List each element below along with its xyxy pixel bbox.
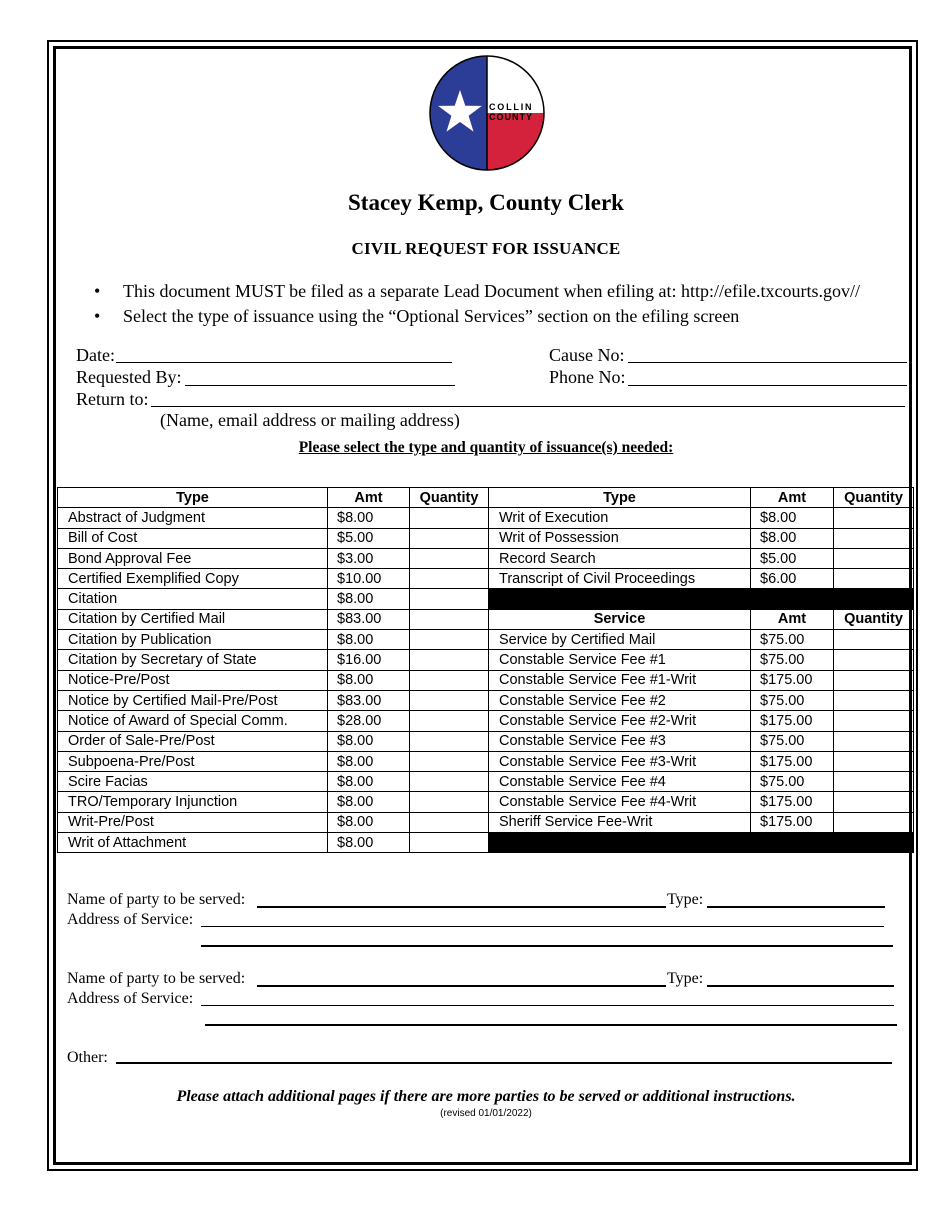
quantity-cell[interactable] xyxy=(410,548,489,568)
quantity-cell[interactable] xyxy=(834,670,914,690)
service-type: Constable Service Fee #3-Writ xyxy=(489,751,751,771)
table-row xyxy=(58,630,914,650)
fee-amt: $5.00 xyxy=(751,548,834,568)
clerk-title: Stacey Kemp, County Clerk xyxy=(348,190,624,215)
logo-text-county: COUNTY xyxy=(489,112,533,122)
fee-amt: $8.00 xyxy=(328,630,410,650)
fee-type: Notice by Certified Mail-Pre/Post xyxy=(58,690,328,710)
col-header-type: Type xyxy=(489,488,751,508)
party2-name-field[interactable] xyxy=(257,985,666,987)
cause-no-field[interactable] xyxy=(628,362,907,363)
fee-amt: $8.00 xyxy=(328,731,410,751)
service-amt: $175.00 xyxy=(751,792,834,812)
party2-address-line2[interactable] xyxy=(205,1024,897,1026)
quantity-cell[interactable] xyxy=(410,650,489,670)
logo-text-collin: COLLIN xyxy=(489,102,534,112)
return-to-hint: (Name, email address or mailing address) xyxy=(160,410,460,430)
service-type: Constable Service Fee #1-Writ xyxy=(489,670,751,690)
quantity-cell[interactable] xyxy=(410,508,489,528)
return-to-label: Return to: xyxy=(76,389,149,409)
fee-type: Bill of Cost xyxy=(58,528,328,548)
service-amt: $75.00 xyxy=(751,731,834,751)
fee-type: Bond Approval Fee xyxy=(58,548,328,568)
table-row xyxy=(58,589,914,609)
quantity-cell[interactable] xyxy=(410,792,489,812)
fee-type: Order of Sale-Pre/Post xyxy=(58,731,328,751)
table-divider-bar xyxy=(489,589,914,609)
party1-address-line2[interactable] xyxy=(201,945,893,947)
quantity-cell[interactable] xyxy=(410,833,489,853)
footer-note: Please attach additional pages if there are more parties to be served or additional instructions. xyxy=(176,1088,796,1105)
table-row xyxy=(58,569,914,589)
service-type: Constable Service Fee #4-Writ xyxy=(489,792,751,812)
service-amt: $175.00 xyxy=(751,751,834,771)
fee-amt: $8.00 xyxy=(328,792,410,812)
fee-type: Writ of Possession xyxy=(489,528,751,548)
fee-amt: $8.00 xyxy=(751,528,834,548)
date-field[interactable] xyxy=(116,362,452,363)
fee-amt: $6.00 xyxy=(751,569,834,589)
fee-type: Citation by Certified Mail xyxy=(58,609,328,629)
fee-amt: $8.00 xyxy=(751,508,834,528)
fee-amt: $8.00 xyxy=(328,508,410,528)
fee-type: Certified Exemplified Copy xyxy=(58,569,328,589)
quantity-cell[interactable] xyxy=(834,751,914,771)
party2-name-label: Name of party to be served: xyxy=(67,970,246,987)
fee-amt: $8.00 xyxy=(328,670,410,690)
quantity-cell[interactable] xyxy=(410,772,489,792)
service-type: Constable Service Fee #1 xyxy=(489,650,751,670)
table-row xyxy=(58,731,914,751)
table-row xyxy=(58,528,914,548)
fee-amt: $83.00 xyxy=(328,609,410,629)
party1-name-field[interactable] xyxy=(257,906,666,908)
table-row xyxy=(58,548,914,568)
fee-type: Notice-Pre/Post xyxy=(58,670,328,690)
quantity-cell[interactable] xyxy=(410,751,489,771)
col-header-quantity: Quantity xyxy=(834,609,914,629)
table-row xyxy=(58,508,914,528)
other-field[interactable] xyxy=(116,1062,892,1064)
fee-type: Citation xyxy=(58,589,328,609)
fee-type: Citation by Publication xyxy=(58,630,328,650)
fee-amt: $8.00 xyxy=(328,833,410,853)
table-row xyxy=(58,792,914,812)
fee-type: Citation by Secretary of State xyxy=(58,650,328,670)
service-amt: $75.00 xyxy=(751,690,834,710)
table-row xyxy=(58,650,914,670)
party2-address-field[interactable] xyxy=(201,1005,894,1006)
fee-amt: $8.00 xyxy=(328,589,410,609)
table-row xyxy=(58,812,914,832)
fee-type: Abstract of Judgment xyxy=(58,508,328,528)
quantity-cell[interactable] xyxy=(410,569,489,589)
quantity-cell[interactable] xyxy=(834,690,914,710)
service-type: Service by Certified Mail xyxy=(489,630,751,650)
quantity-cell[interactable] xyxy=(834,569,914,589)
fee-type: Transcript of Civil Proceedings xyxy=(489,569,751,589)
col-header-amt: Amt xyxy=(328,488,410,508)
quantity-cell[interactable] xyxy=(834,792,914,812)
quantity-cell[interactable] xyxy=(834,650,914,670)
fee-type: Writ-Pre/Post xyxy=(58,812,328,832)
fee-amt: $16.00 xyxy=(328,650,410,670)
service-type: Sheriff Service Fee-Writ xyxy=(489,812,751,832)
quantity-cell[interactable] xyxy=(834,812,914,832)
phone-no-label: Phone No: xyxy=(549,367,626,387)
table-row xyxy=(58,690,914,710)
fee-amt: $8.00 xyxy=(328,751,410,771)
quantity-cell[interactable] xyxy=(834,772,914,792)
quantity-cell[interactable] xyxy=(410,690,489,710)
table-row xyxy=(58,751,914,771)
col-header-service: Service xyxy=(489,609,751,629)
quantity-cell[interactable] xyxy=(834,548,914,568)
phone-no-field[interactable] xyxy=(628,385,907,386)
table-divider-bar xyxy=(489,833,914,853)
table-instruction: Please select the type and quantity of issuance(s) needed: xyxy=(298,439,674,456)
service-type: Constable Service Fee #2-Writ xyxy=(489,711,751,731)
table-row xyxy=(58,711,914,731)
quantity-cell[interactable] xyxy=(410,630,489,650)
service-amt: $175.00 xyxy=(751,711,834,731)
table-row xyxy=(58,670,914,690)
service-type: Constable Service Fee #2 xyxy=(489,690,751,710)
fee-type: Writ of Execution xyxy=(489,508,751,528)
fee-type: Scire Facias xyxy=(58,772,328,792)
quantity-cell[interactable] xyxy=(410,589,489,609)
requested-by-label: Requested By: xyxy=(76,367,182,387)
fee-type: TRO/Temporary Injunction xyxy=(58,792,328,812)
party1-type-label: Type: xyxy=(667,891,704,908)
quantity-cell[interactable] xyxy=(410,670,489,690)
quantity-cell[interactable] xyxy=(834,528,914,548)
table-row xyxy=(58,609,914,629)
col-header-amt: Amt xyxy=(751,488,834,508)
service-amt: $175.00 xyxy=(751,812,834,832)
quantity-cell[interactable] xyxy=(410,812,489,832)
date-label: Date: xyxy=(76,345,115,365)
revision-date: (revised 01/01/2022) xyxy=(440,1108,532,1119)
fee-amt: $83.00 xyxy=(328,690,410,710)
bullet-item: • This document MUST be filed as a separate Lead Document when efiling at: http://efile.txcourts.gov// xyxy=(94,279,914,304)
fee-type: Notice of Award of Special Comm. xyxy=(58,711,328,731)
quantity-cell[interactable] xyxy=(834,508,914,528)
party1-name-label: Name of party to be served: xyxy=(67,891,246,908)
service-amt: $75.00 xyxy=(751,630,834,650)
form-title: CIVIL REQUEST FOR ISSUANCE xyxy=(351,239,621,258)
quantity-cell[interactable] xyxy=(410,731,489,751)
party1-type-field[interactable] xyxy=(707,906,885,908)
fee-type: Writ of Attachment xyxy=(58,833,328,853)
table-row xyxy=(58,833,914,853)
col-header-type: Type xyxy=(58,488,328,508)
party1-address-field[interactable] xyxy=(201,926,884,927)
quantity-cell[interactable] xyxy=(410,711,489,731)
quantity-cell[interactable] xyxy=(410,609,489,629)
col-header-quantity: Quantity xyxy=(410,488,489,508)
fee-type: Subpoena-Pre/Post xyxy=(58,751,328,771)
requested-by-field[interactable] xyxy=(185,385,455,386)
quantity-cell[interactable] xyxy=(834,731,914,751)
return-to-field[interactable] xyxy=(151,406,905,407)
party2-type-label: Type: xyxy=(667,970,704,987)
service-amt: $75.00 xyxy=(751,772,834,792)
collin-county-logo xyxy=(428,54,546,172)
service-type: Constable Service Fee #4 xyxy=(489,772,751,792)
col-header-quantity: Quantity xyxy=(834,488,914,508)
fee-amt: $28.00 xyxy=(328,711,410,731)
fees-table xyxy=(57,487,914,853)
table-row xyxy=(58,772,914,792)
instruction-bullets xyxy=(94,279,914,329)
service-amt: $175.00 xyxy=(751,670,834,690)
quantity-cell[interactable] xyxy=(834,630,914,650)
service-type: Constable Service Fee #3 xyxy=(489,731,751,751)
quantity-cell[interactable] xyxy=(834,711,914,731)
party2-address-label: Address of Service: xyxy=(67,990,194,1007)
fee-amt: $10.00 xyxy=(328,569,410,589)
bullet-item: • Select the type of issuance using the “Optional Services” section on the efiling screen xyxy=(94,304,914,329)
party2-type-field[interactable] xyxy=(707,985,894,987)
table-header-row xyxy=(58,488,914,508)
fee-amt: $3.00 xyxy=(328,548,410,568)
fee-amt: $5.00 xyxy=(328,528,410,548)
other-label: Other: xyxy=(67,1049,108,1066)
quantity-cell[interactable] xyxy=(410,528,489,548)
fee-amt: $8.00 xyxy=(328,772,410,792)
fee-type: Record Search xyxy=(489,548,751,568)
cause-no-label: Cause No: xyxy=(549,345,625,365)
party1-address-label: Address of Service: xyxy=(67,911,194,928)
service-amt: $75.00 xyxy=(751,650,834,670)
col-header-amt: Amt xyxy=(751,609,834,629)
fee-amt: $8.00 xyxy=(328,812,410,832)
